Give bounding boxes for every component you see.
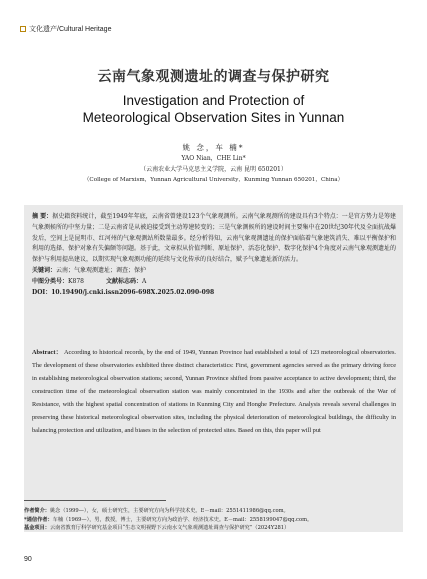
section-tag-square-icon [20,26,26,32]
clc-value: K878 [68,277,84,285]
abstract-chinese [32,212,396,266]
affiliation-chinese: （云南农业大学马克思主义学院，云南 昆明 650201） [140,166,287,173]
section-tag [20,24,111,34]
clc-label: 中图分类号： [32,277,69,285]
classification-line [32,277,396,288]
keywords-label: 关键词： [32,266,57,274]
affiliation-english: （College of Marxism，Yunnan Agricultural University，Kunming Yunnan 650201，China） [83,177,344,183]
footnote-corresponding-author [24,516,404,525]
section-tag-label: 文化遗产/Cultural Heritage [29,26,112,33]
doc-code-label: 文献标志码： [105,277,142,285]
doi-line [32,288,396,299]
authors-english: YAO Nian，CHE Lin* [181,155,246,162]
footnote-divider [24,500,166,501]
footnote-author-bio-label: 作者简介： [24,508,50,514]
doi-value: 10.19490/j.cnki.issn2096-698X.2025.02.090-098 [51,288,215,296]
abstract-chinese-label: 摘 要： [32,213,53,220]
title-english-line-2: Meteorological Observation Sites in Yunnan [82,110,345,125]
title-chinese: 云南气象观测遗址的调查与保护研究 [97,69,330,85]
footnotes [24,507,404,533]
title-english-line-1: Investigation and Protection of [122,93,305,108]
footnote-author-bio [24,507,404,516]
keywords [32,266,396,277]
doc-code-value: A [141,277,147,285]
footnote-funding-text: 云南省教育厅科学研究基金项目“生态文明视野下云南水文气象观测遗址调查与保护研究”（2024Y281） [49,525,290,531]
title-english [0,92,427,126]
abstract-chinese-block [32,212,396,298]
abstract-english-block [32,346,396,437]
doi-label: DOI： [32,288,52,296]
abstract-english-text: According to historical records, by the end of 1949, Yunnan Province had established a total of 123 meteorological observatories. The development of these observatories exhibited three distinct characteristics: First, government agencies served as the primary driving force in establishing meteorological observation stations; second, Yunnan Province shifted from passive acceptance to active development; third, the construction time of the meteorological observation station was mainly concentrated in the 1930s and after the outbreak of the War of Resistance, with the highest spatial concentration of stations in Kunming City and Honghe Prefecture. Analysis reveals several challenges in preserving these historical meteorological observation sites, including the physical deterioration of meteorological buildings, the difficulty in balancing protection and utilization, and biases in the selection of protected sites. Based on this, this paper will put [32,349,396,434]
keywords-text: 云南；气象观测遗址；调查；保护 [56,266,147,274]
abstract-chinese-text: 据史籍资料统计，截至1949年年底，云南省曾建设123个气象观测所。云南气象观测所的建设具有3个特点：一是官方势力是筹建气象测候所的中坚力量；二是云南省是从被迫接受到主动筹建转变的；三是气象测候所的建设时间主要集中在20世纪30年代及全面抗战爆发后，空间上是昆明市、红河州的气象观测站所数量最多。经分析得知，云南气象观测遗址的保护面临着气象建筑消失、难以平衡保护和利用的选择、保护对象有失偏颇等问题。基于此，文章拟从价值判断、原址保护、活态化保护、数字化保护4个角度对云南气象观测遗址的保护与利用提出建议，以期实现气象观测功能的延续与文化传承的良好结合，赋予气象遗址新的活力。 [32,213,396,264]
abstract-english-label: Abstract： [32,349,63,356]
authors-chinese: 姚 念，车 楠* [182,143,245,152]
footnote-funding-label: 基金项目： [24,525,50,531]
footnote-funding [24,524,404,533]
footnote-corresponding-text: 车楠（1969—），男，教授，博士，主要研究方向为政治学、经济技术史。E－mail：255819904​7@qq.com。 [52,516,313,523]
footnote-corresponding-label: *通信作者： [24,516,53,523]
page-number: 90 [24,556,32,563]
footnote-author-bio-text: 姚念（1999—），女，硕士研究生，主要研究方向为科学技术史。E－mail：2551411986@qq.com。 [49,508,289,514]
